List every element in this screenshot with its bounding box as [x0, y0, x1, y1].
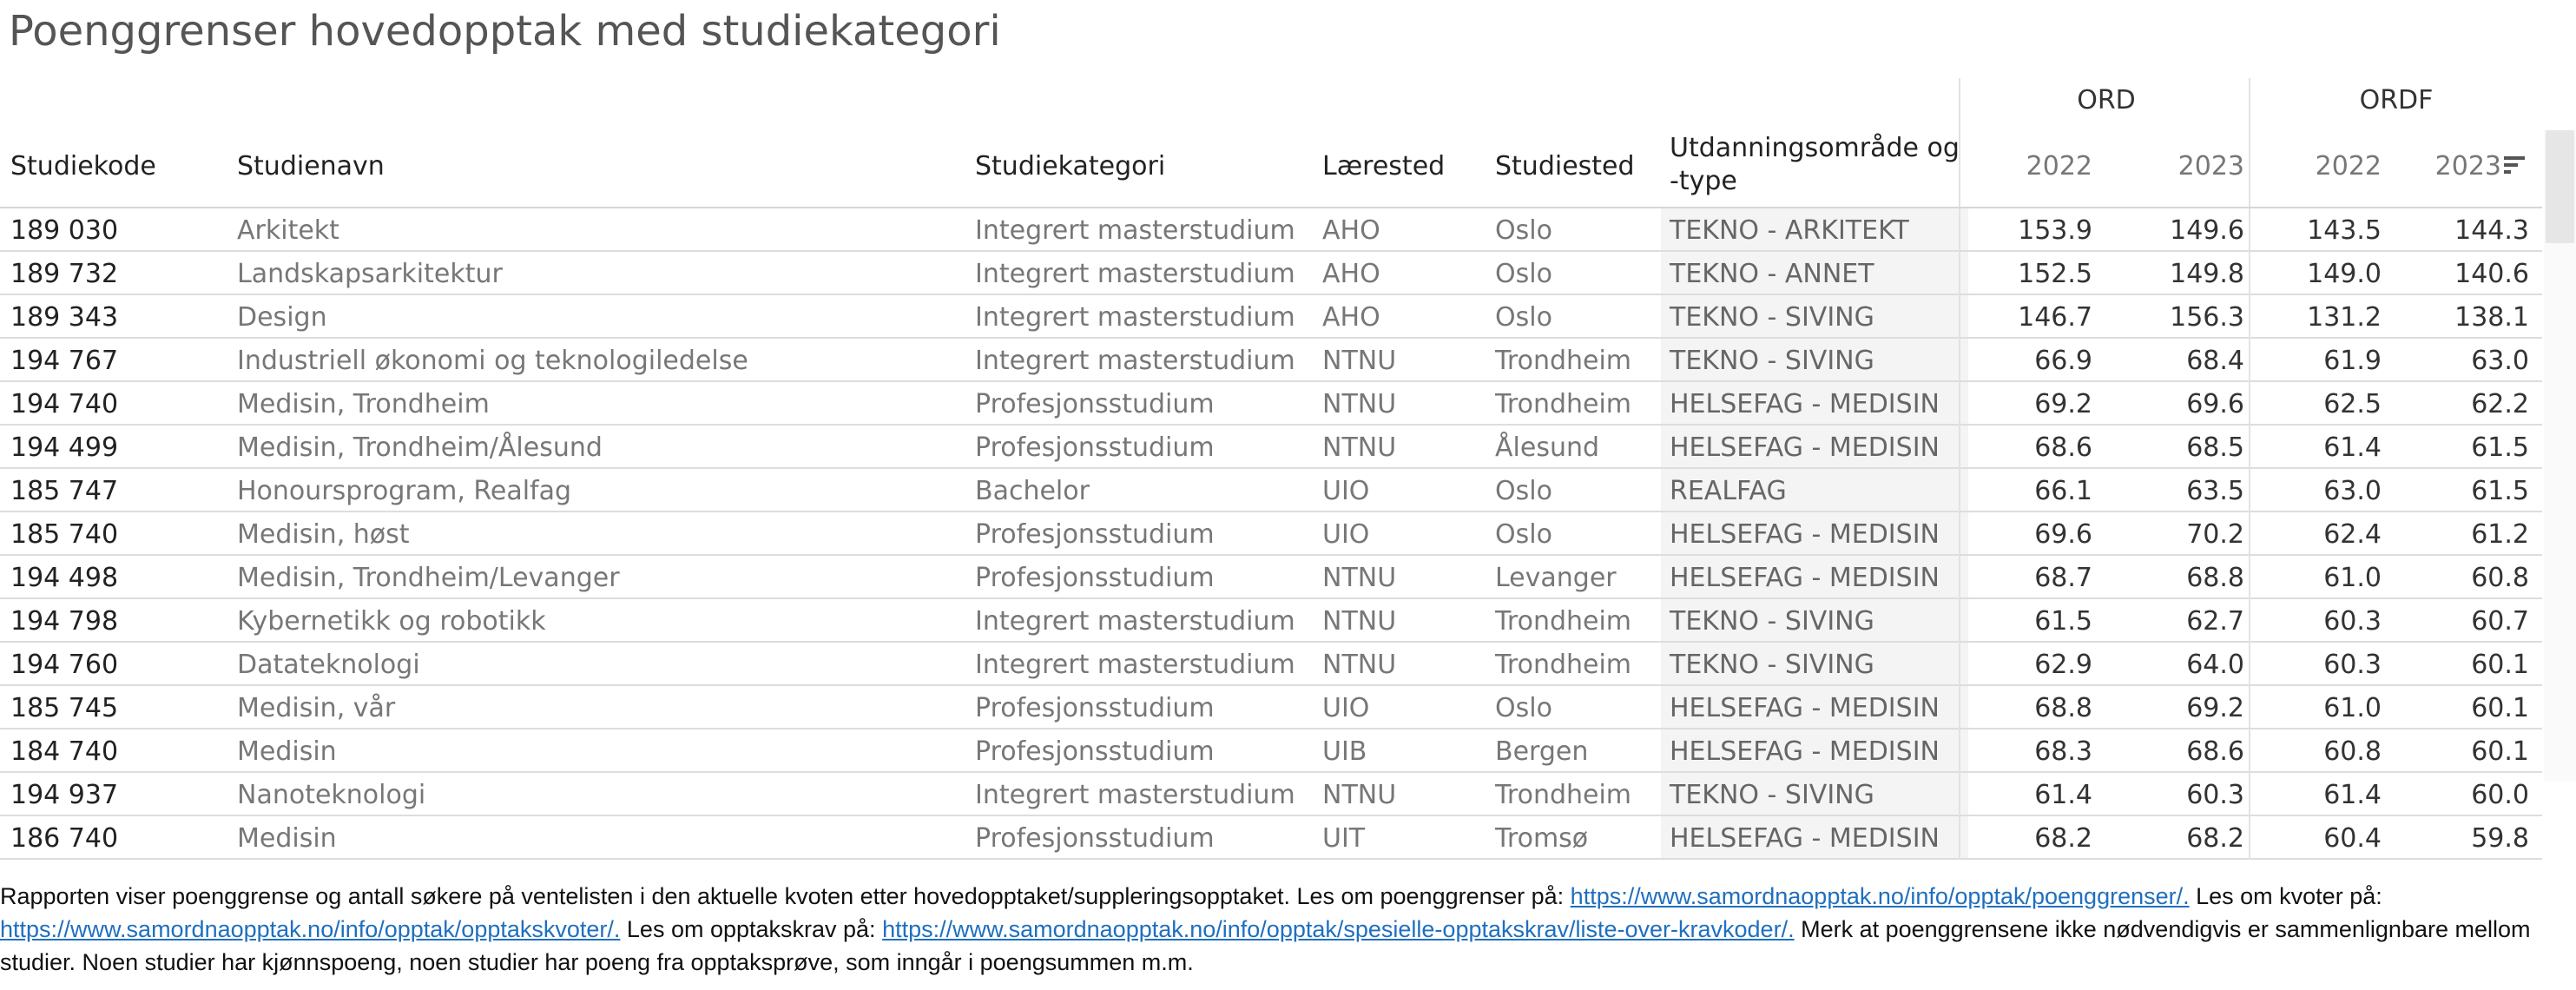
table-row[interactable]: [0, 295, 2542, 339]
cell-studiekategori: Profesjonsstudium: [975, 389, 1215, 419]
footnote: [0, 880, 2561, 979]
cell-ord-2023: 149.8: [2170, 259, 2244, 289]
cell-studienavn: Medisin, høst: [237, 519, 410, 550]
header-line: Utdanningsområde og: [1670, 133, 1960, 163]
cell-studiekategori: Bachelor: [975, 476, 1090, 506]
cell-ord-2022: 68.8: [2034, 693, 2092, 723]
cell-ordf-2023: 60.1: [2471, 693, 2529, 723]
cell-studiested: Oslo: [1495, 259, 1552, 289]
cell-studiested: Ålesund: [1495, 432, 1600, 463]
cell-ord-2022: 146.7: [2018, 302, 2092, 333]
cell-laerested: NTNU: [1322, 780, 1397, 810]
cell-utdanningsomrade: HELSEFAG - MEDISIN: [1661, 426, 1968, 467]
cell-studiekategori: Profesjonsstudium: [975, 693, 1215, 723]
cell-studiested: Trondheim: [1495, 650, 1632, 680]
column-divider: [2249, 78, 2250, 208]
cell-laerested: NTNU: [1322, 432, 1397, 463]
cell-studiested: Trondheim: [1495, 606, 1632, 637]
cell-ordf-2023: 61.2: [2471, 519, 2529, 550]
cell-studiekategori: Profesjonsstudium: [975, 519, 1215, 550]
cell-studiekode: 194 760: [10, 650, 119, 680]
cell-ord-2022: 62.9: [2034, 650, 2092, 680]
cell-utdanningsomrade: HELSEFAG - MEDISIN: [1661, 816, 1968, 858]
column-header-ordf-2023[interactable]: 2023: [2434, 151, 2501, 182]
cell-studiekategori: Integrert masterstudium: [975, 606, 1295, 637]
cell-studiested: Oslo: [1495, 693, 1552, 723]
cell-laerested: UIT: [1322, 823, 1366, 854]
cell-studienavn: Nanoteknologi: [237, 780, 426, 810]
column-header-studiekode[interactable]: Studiekode: [10, 151, 156, 182]
cell-utdanningsomrade: HELSEFAG - MEDISIN: [1661, 686, 1968, 728]
cell-laerested: AHO: [1322, 215, 1380, 246]
cell-laerested: NTNU: [1322, 389, 1397, 419]
cell-studiekode: 186 740: [10, 823, 119, 854]
cell-ordf-2022: 62.5: [2323, 389, 2382, 419]
cell-ord-2023: 68.8: [2186, 563, 2244, 593]
cell-ordf-2023: 63.0: [2471, 346, 2529, 376]
cell-studienavn: Industriell økonomi og teknologiledelse: [237, 346, 748, 376]
column-divider: [2249, 208, 2250, 860]
cell-ord-2022: 68.2: [2034, 823, 2092, 854]
cell-ordf-2023: 138.1: [2454, 302, 2529, 333]
column-header-studiested[interactable]: Studiested: [1495, 151, 1635, 182]
cell-laerested: NTNU: [1322, 346, 1397, 376]
cell-studienavn: Medisin, vår: [237, 693, 396, 723]
cell-ord-2022: 66.1: [2034, 476, 2092, 506]
cell-ordf-2023: 60.8: [2471, 563, 2529, 593]
cell-laerested: UIO: [1322, 519, 1370, 550]
cell-ord-2023: 149.6: [2170, 215, 2244, 246]
cell-ordf-2023: 60.7: [2471, 606, 2529, 637]
cell-studiekode: 194 498: [10, 563, 119, 593]
cell-ordf-2023: 60.1: [2471, 650, 2529, 680]
column-header-studiekategori[interactable]: Studiekategori: [975, 151, 1166, 182]
cell-studiekategori: Integrert masterstudium: [975, 650, 1295, 680]
cell-ordf-2023: 62.2: [2471, 389, 2529, 419]
cell-ord-2023: 68.2: [2186, 823, 2244, 854]
cell-ord-2023: 63.5: [2186, 476, 2244, 506]
cell-studienavn: Arkitekt: [237, 215, 339, 246]
cell-laerested: UIO: [1322, 476, 1370, 506]
cell-studiekode: 185 747: [10, 476, 119, 506]
cell-studienavn: Medisin, Trondheim: [237, 389, 490, 419]
cell-studiekategori: Integrert masterstudium: [975, 302, 1295, 333]
cell-studiekategori: Integrert masterstudium: [975, 259, 1295, 289]
table-row[interactable]: [0, 382, 2542, 426]
cell-laerested: UIO: [1322, 693, 1370, 723]
cell-utdanningsomrade: HELSEFAG - MEDISIN: [1661, 556, 1968, 597]
cell-utdanningsomrade: TEKNO - SIVING: [1661, 339, 1968, 380]
cell-studiekategori: Integrert masterstudium: [975, 215, 1295, 246]
cell-utdanningsomrade: TEKNO - ARKITEKT: [1661, 208, 1968, 250]
cell-ord-2022: 66.9: [2034, 346, 2092, 376]
table-row[interactable]: [0, 686, 2542, 729]
cell-studiested: Oslo: [1495, 476, 1552, 506]
table-row[interactable]: [0, 556, 2542, 599]
footnote-text: Les om opptakskrav på:: [620, 916, 883, 942]
cell-studienavn: Medisin, Trondheim/Levanger: [237, 563, 620, 593]
column-header-studienavn[interactable]: Studienavn: [237, 151, 385, 182]
page-title: Poenggrenser hovedopptak med studiekategori: [9, 7, 1001, 56]
cell-studienavn: Medisin: [237, 736, 337, 767]
cell-ordf-2023: 60.1: [2471, 736, 2529, 767]
cell-ordf-2022: 61.0: [2323, 693, 2382, 723]
table-row[interactable]: [0, 773, 2542, 816]
column-divider: [1959, 208, 1960, 860]
cell-ord-2023: 68.4: [2186, 346, 2244, 376]
cell-studiested: Oslo: [1495, 215, 1552, 246]
cell-studiekode: 194 937: [10, 780, 119, 810]
cell-ord-2022: 68.3: [2034, 736, 2092, 767]
cell-laerested: NTNU: [1322, 606, 1397, 637]
cell-studiekode: 189 343: [10, 302, 119, 333]
table-row[interactable]: [0, 729, 2542, 773]
cell-ordf-2023: 60.0: [2471, 780, 2529, 810]
link-poenggrenser[interactable]: https://www.samordnaopptak.no/info/opptak/poenggrenser/.: [1570, 883, 2190, 909]
header-line: -type: [1670, 166, 1737, 196]
cell-utdanningsomrade: TEKNO - SIVING: [1661, 773, 1968, 815]
table-row[interactable]: [0, 512, 2542, 556]
cell-studiekategori: Profesjonsstudium: [975, 432, 1215, 463]
cell-ordf-2022: 131.2: [2307, 302, 2382, 333]
cell-studiested: Trondheim: [1495, 389, 1632, 419]
cell-studiested: Bergen: [1495, 736, 1589, 767]
cell-utdanningsomrade: REALFAG: [1661, 469, 1968, 511]
cell-studiekategori: Profesjonsstudium: [975, 563, 1215, 593]
cell-ordf-2023: 140.6: [2454, 259, 2529, 289]
cell-studienavn: Medisin, Trondheim/Ålesund: [237, 432, 603, 463]
cell-ordf-2022: 61.9: [2323, 346, 2382, 376]
cell-studiested: Trondheim: [1495, 780, 1632, 810]
cell-ordf-2023: 61.5: [2471, 432, 2529, 463]
cell-utdanningsomrade: TEKNO - SIVING: [1661, 599, 1968, 641]
cell-ord-2022: 153.9: [2018, 215, 2092, 246]
cell-utdanningsomrade: TEKNO - SIVING: [1661, 643, 1968, 684]
column-header-ord-2022[interactable]: 2022: [2026, 151, 2092, 182]
column-header-ord-2023[interactable]: 2023: [2177, 151, 2244, 182]
cell-utdanningsomrade: TEKNO - SIVING: [1661, 295, 1968, 337]
cell-ord-2023: 60.3: [2186, 780, 2244, 810]
group-header-ord: ORD: [2077, 85, 2136, 116]
cell-utdanningsomrade: HELSEFAG - MEDISIN: [1661, 512, 1968, 554]
cell-studiekategori: Profesjonsstudium: [975, 736, 1215, 767]
cell-ordf-2022: 60.8: [2323, 736, 2382, 767]
cell-ord-2023: 64.0: [2186, 650, 2244, 680]
column-header-utdanningsomrade[interactable]: [1670, 132, 1960, 198]
cell-ord-2022: 61.5: [2034, 606, 2092, 637]
cell-laerested: NTNU: [1322, 563, 1397, 593]
cell-ord-2022: 61.4: [2034, 780, 2092, 810]
cell-studienavn: Design: [237, 302, 327, 333]
group-header-ordf: ORDF: [2359, 85, 2434, 116]
cell-ord-2022: 69.6: [2034, 519, 2092, 550]
table-row[interactable]: [0, 339, 2542, 382]
cell-ord-2023: 69.2: [2186, 693, 2244, 723]
cell-utdanningsomrade: HELSEFAG - MEDISIN: [1661, 729, 1968, 771]
cell-ordf-2023: 144.3: [2454, 215, 2529, 246]
cell-laerested: UIB: [1322, 736, 1367, 767]
cell-studiekode: 194 499: [10, 432, 119, 463]
cell-ordf-2022: 61.4: [2323, 432, 2382, 463]
cell-ordf-2022: 61.0: [2323, 563, 2382, 593]
cell-studienavn: Landskapsarkitektur: [237, 259, 503, 289]
cell-studienavn: Honoursprogram, Realfag: [237, 476, 572, 506]
cell-ordf-2022: 143.5: [2307, 215, 2382, 246]
link-opptakskvoter[interactable]: https://www.samordnaopptak.no/info/opptak/opptakskvoter/.: [0, 916, 621, 942]
table-row[interactable]: [0, 426, 2542, 469]
cell-studiekode: 189 030: [10, 215, 119, 246]
cell-ordf-2022: 60.3: [2323, 650, 2382, 680]
cell-laerested: NTNU: [1322, 650, 1397, 680]
cell-studiekode: 185 740: [10, 519, 119, 550]
footnote-text: Rapporten viser poenggrense og antall søkere på ventelisten i den aktuelle kvoten etter hovedopptaket/suppleringsopptaket. Les om poenggrenser på:: [0, 883, 1571, 909]
cell-utdanningsomrade: HELSEFAG - MEDISIN: [1661, 382, 1968, 424]
cell-ord-2023: 69.6: [2186, 389, 2244, 419]
cell-studienavn: Datateknologi: [237, 650, 420, 680]
cell-studiekategori: Integrert masterstudium: [975, 346, 1295, 376]
cell-studiekode: 194 740: [10, 389, 119, 419]
cell-ordf-2023: 61.5: [2471, 476, 2529, 506]
cell-ord-2022: 152.5: [2018, 259, 2092, 289]
cell-studiested: Trondheim: [1495, 346, 1632, 376]
link-kravkoder[interactable]: https://www.samordnaopptak.no/info/opptak/spesielle-opptakskrav/liste-over-kravkoder/.: [882, 916, 1795, 942]
cell-studiekategori: Integrert masterstudium: [975, 780, 1295, 810]
footnote-text: Merk at poenggrensene ikke nødvendigvis er sammenlignbare mellom studier. Noen studier har kjønnspoeng, noen studier har poeng fra opptaksprøve, som inngår i poengsummen m.m.: [0, 916, 2531, 975]
table-row[interactable]: [0, 643, 2542, 686]
cell-ord-2023: 68.5: [2186, 432, 2244, 463]
cell-ordf-2022: 61.4: [2323, 780, 2382, 810]
cell-ord-2022: 68.6: [2034, 432, 2092, 463]
table-row[interactable]: [0, 252, 2542, 295]
footnote-text: Les om kvoter på:: [2189, 883, 2382, 909]
column-header-laerested[interactable]: Lærested: [1322, 151, 1446, 182]
cell-studiested: Tromsø: [1495, 823, 1589, 854]
cell-studiekategori: Profesjonsstudium: [975, 823, 1215, 854]
cell-studiekode: 189 732: [10, 259, 119, 289]
cell-ordf-2022: 60.4: [2323, 823, 2382, 854]
cell-ord-2022: 68.7: [2034, 563, 2092, 593]
cell-ord-2023: 62.7: [2186, 606, 2244, 637]
cell-ordf-2022: 60.3: [2323, 606, 2382, 637]
cell-ord-2023: 156.3: [2170, 302, 2244, 333]
table-row[interactable]: [0, 208, 2542, 252]
cell-laerested: AHO: [1322, 259, 1380, 289]
table-row[interactable]: [0, 599, 2542, 643]
table-row[interactable]: [0, 816, 2542, 860]
cell-studiekode: 185 745: [10, 693, 119, 723]
cell-ordf-2023: 59.8: [2471, 823, 2529, 854]
cell-studienavn: Kybernetikk og robotikk: [237, 606, 546, 637]
cell-ord-2023: 68.6: [2186, 736, 2244, 767]
column-header-ordf-2022[interactable]: 2022: [2315, 151, 2382, 182]
cell-studiested: Levanger: [1495, 563, 1617, 593]
cell-utdanningsomrade: TEKNO - ANNET: [1661, 252, 1968, 294]
cell-ordf-2022: 62.4: [2323, 519, 2382, 550]
sort-descending-icon[interactable]: [2504, 155, 2527, 175]
results-table: [0, 78, 2576, 860]
cell-studiested: Oslo: [1495, 519, 1552, 550]
cell-studiekode: 194 798: [10, 606, 119, 637]
cell-ord-2023: 70.2: [2186, 519, 2244, 550]
cell-studiekode: 184 740: [10, 736, 119, 767]
cell-ord-2022: 69.2: [2034, 389, 2092, 419]
scrollbar-thumb[interactable]: [2546, 130, 2574, 243]
table-row[interactable]: [0, 469, 2542, 512]
cell-studienavn: Medisin: [237, 823, 337, 854]
cell-studiested: Oslo: [1495, 302, 1552, 333]
cell-ordf-2022: 149.0: [2307, 259, 2382, 289]
cell-laerested: AHO: [1322, 302, 1380, 333]
cell-studiekode: 194 767: [10, 346, 119, 376]
cell-ordf-2022: 63.0: [2323, 476, 2382, 506]
